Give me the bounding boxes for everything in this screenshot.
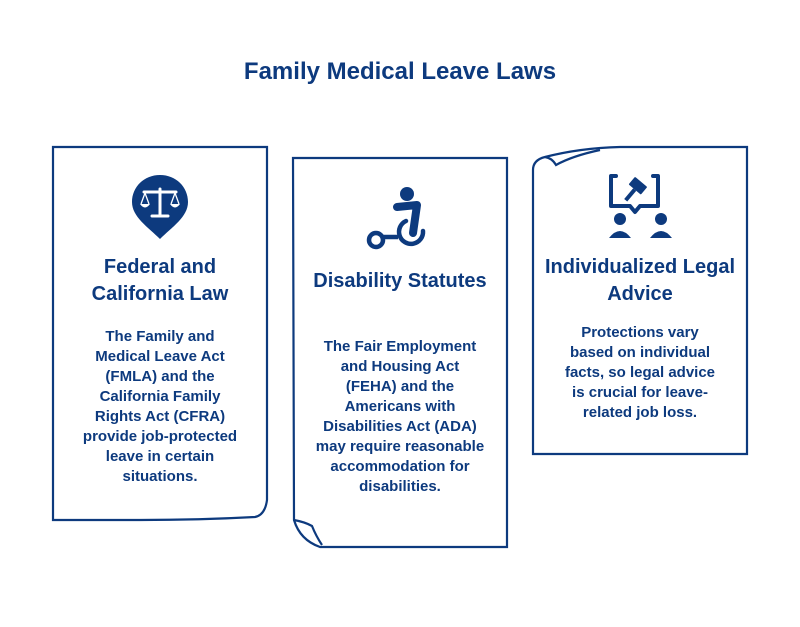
scales-of-justice-pin-icon [130,173,190,241]
page-title: Family Medical Leave Laws [243,58,557,85]
card-body: Protections vary based on individual facts, so legal advice is crucial for leave-related job loss. [564,324,716,421]
wheelchair-icon [365,185,437,251]
legal-advice-icon [606,172,674,242]
card-body: The Family and Medical Leave Act (FMLA) and the California Family Rights Act (CFRA) provide job-protected leave in certain situations. [82,328,238,485]
card-heading: Federal and California Law [91,256,229,305]
card-heading: Individualized Legal Advice [544,256,736,305]
card-heading: Disability Statutes [313,270,487,292]
card-body: The Fair Employment and Housing Act (FEHA) and the Americans with Disabilities Act (ADA) may require reasonable accommodation for disabilities. [315,338,485,495]
